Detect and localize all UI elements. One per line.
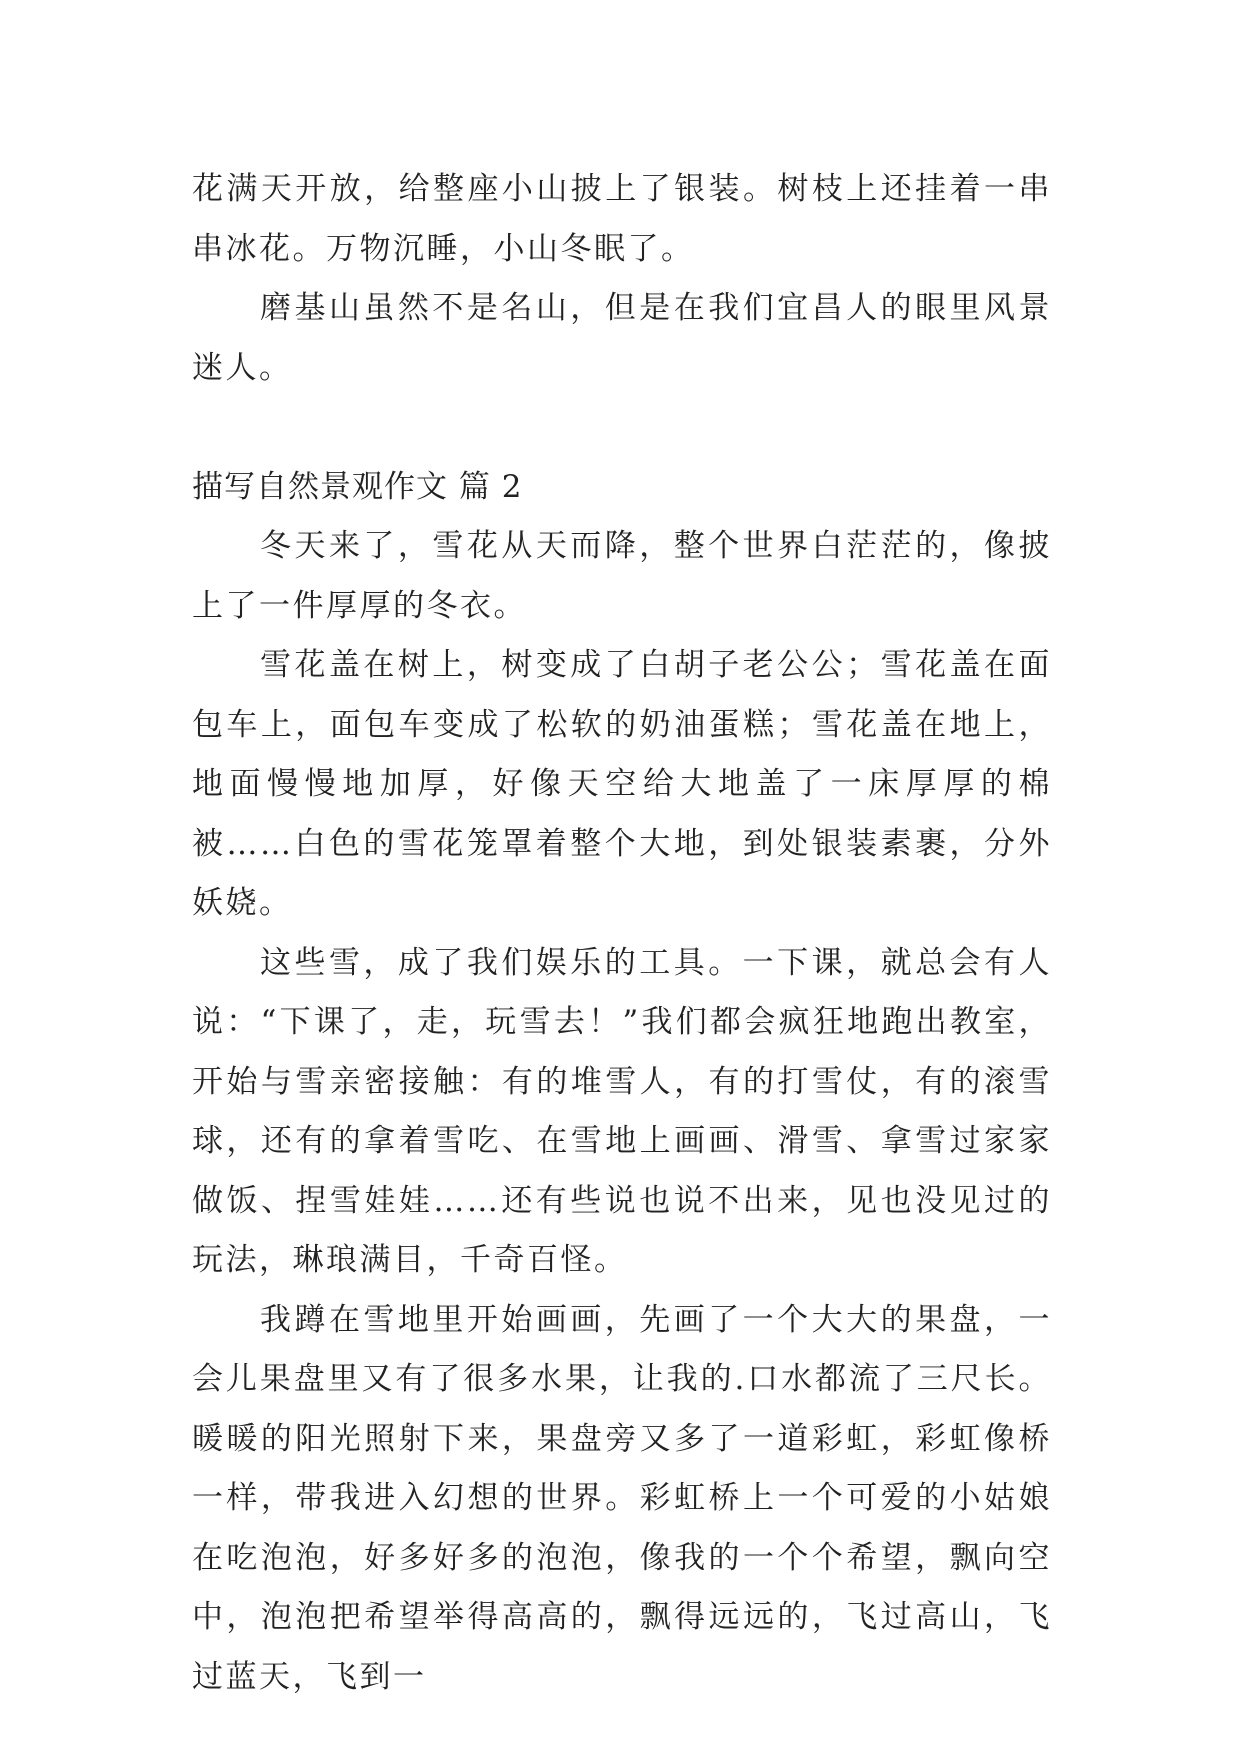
paragraph-mojishan: 磨基山虽然不是名山，但是在我们宜昌人的眼里风景迷人。 <box>192 290 1052 386</box>
paragraph-playing-snow: 这些雪，成了我们娱乐的工具。一下课，就总会有人说：“下课了，走，玩雪去！”我们都会疯狂地跑出教室，开始与雪亲密接触：有的堆雪人，有的打雪仗，有的滚雪球，还有的拿着雪吃、在雪地上画画、滑雪、拿雪过家家做饭、捏雪娃娃……还有些说也说不出来，见也没见过的玩法，琳琅满目，千奇百怪。 <box>192 944 1052 1278</box>
paragraph-continued: 花满天开放，给整座小山披上了银装。树枝上还挂着一串串冰花。万物沉睡，小山冬眠了。 <box>192 171 1052 267</box>
paragraph-winter-arrives: 冬天来了，雪花从天而降，整个世界白茫茫的，像披上了一件厚厚的冬衣。 <box>192 528 1052 624</box>
paragraph-drawing-snow: 我蹲在雪地里开始画画，先画了一个大大的果盘，一会儿果盘里又有了很多水果，让我的.口水都流了三尺长。暖暖的阳光照射下来，果盘旁又多了一道彩虹，彩虹像桥一样，带我进入幻想的世界。彩虹桥上一个可爱的小姑娘在吃泡泡，好多好多的泡泡，像我的一个个希望，飘向空中，泡泡把希望举得高高的，飘得远远的，飞过高山，飞过蓝天，飞到一 <box>192 1301 1052 1695</box>
paragraph-snow-covers: 雪花盖在树上，树变成了白胡子老公公；雪花盖在面包车上，面包车变成了松软的奶油蛋糕；雪花盖在地上，地面慢慢地加厚，好像天空给大地盖了一床厚厚的棉被……白色的雪花笼罩着整个大地，到处银装素裹，分外妖娆。 <box>192 647 1052 921</box>
document-body <box>192 160 1052 1707</box>
section-spacer <box>192 398 1052 458</box>
section-heading: 描写自然景观作文 篇 2 <box>192 468 523 505</box>
